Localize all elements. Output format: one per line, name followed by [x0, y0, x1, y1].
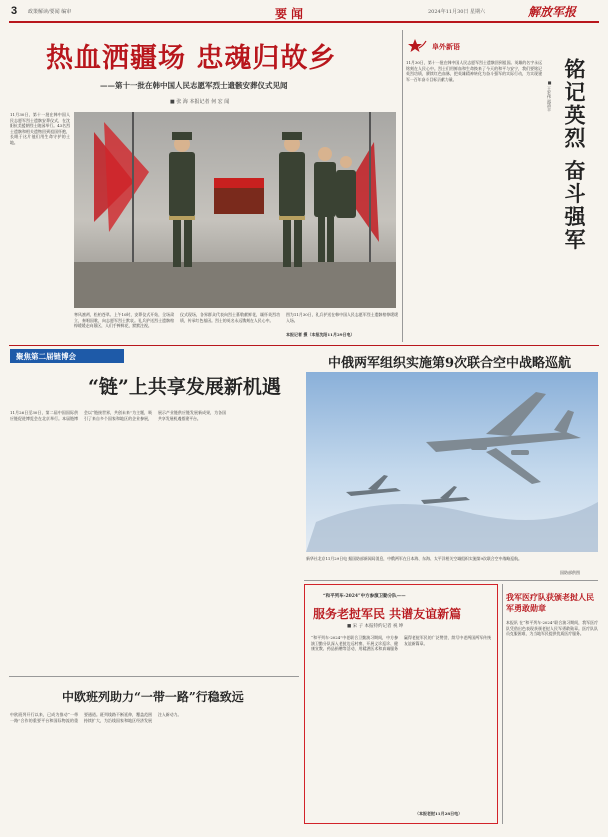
- section-title: 要闻: [275, 7, 308, 21]
- masthead: 解放军报: [528, 5, 577, 19]
- honor-guard-image: [74, 112, 396, 308]
- medical-body: 本报讯 在“和平列车-2024”联合演习期间，我军医疗队凭借出色表现获颁老挝人民军勇敢勋章。医疗队队员克服困难，为当地军民提供优质医疗服务。: [506, 620, 598, 637]
- summit-title: “链”上共享发展新机遇: [88, 376, 281, 398]
- boxed-credit: （本报老挝11月28日电）: [415, 811, 463, 816]
- boxed-kicker: “和平列车-2024”中方参演卫勤分队——: [323, 594, 406, 599]
- lead-body-col1: 11月30日，第十一批在韩中国人民志愿军烈士遗骸安葬仪式，在沈阳抗美援朝烈士陵园举行。43名烈士遗骸和相关遗物回到祖国怀抱，长眠于这片他们用生命守护的土地。: [10, 112, 70, 145]
- summit-banner: 聚焦第二届链博会: [10, 349, 124, 363]
- sidebar-logo: [407, 38, 427, 54]
- lead-photo-caption: 图为11月30日，礼兵护送在韩中国人民志愿军烈士遗骸棺椁缓缓入场。: [286, 312, 398, 323]
- lead-body-col2: 寒风凛冽，松柏苍翠。上午10时，安葬仪式开始，全场肃立，奏唱国歌，向志愿军烈士默哀。礼兵护送烈士遗骸棺椁缓缓走向墓区，人们手捧鲜花，默默注视。: [74, 312, 174, 329]
- lead-body-col3: 仪式现场，各界群众代表向烈士墓敬献鲜花，缅怀英烈功绩，传承红色基因。烈士的英名永远镌刻在人民心中。: [180, 312, 280, 323]
- bomber-aircraft-image: [306, 372, 598, 552]
- railway-body: 中欧班列开行以来，已成为推动“一带一路”合作的重要平台和国际物流的重要通道。班列线路不断延伸，覆盖范围持续扩大，为沿线国家和地区经济发展注入新动力。: [10, 712, 182, 723]
- railway-title: 中欧班列助力“一带一路”行稳致远: [62, 690, 244, 704]
- sidebar-column-title: 铭记英烈 奋斗强军: [562, 58, 587, 252]
- lead-byline: ■ 张 海 本报记者 何 宏 闻: [170, 99, 230, 105]
- page-header: [0, 0, 608, 24]
- lead-credit: 本报记者 摄（本报沈阳11月29日电）: [286, 332, 355, 337]
- patrol-title: 中俄两军组织实施第9次联合空中战略巡航: [328, 356, 572, 371]
- issue-date: 2024年11月30日 星期六: [428, 9, 486, 15]
- sidebar-body: 11月30日，第十一批在韩中国人民志愿军烈士遗骸回到祖国。英雄的名字永远铭刻在人民心中。烈士们用鲜血和生命换来了今天的和平与安宁，我们要铭记英烈功绩，赓续红色血脉，把英雄精神转化为奋斗强军的实际行动，为实现建军一百年奋斗目标贡献力量。: [406, 60, 542, 82]
- boxed-story: [304, 584, 498, 824]
- patrol-caption: 新华社北京11月29日电 据国防部新闻局消息，中俄两军在日本海、东海、太平洋相关空域组织实施第9次联合空中战略巡航。: [306, 556, 522, 561]
- lead-subtitle: ——第十一批在韩中国人民志愿军烈士遗骸安葬仪式见闻: [100, 81, 288, 90]
- lead-photo: [74, 112, 396, 308]
- medical-title: 我军医疗队获颁老挝人民军勇敢勋章: [506, 592, 594, 613]
- boxed-byline: ■ 宋 子 本报特约记者 祝 坤: [347, 624, 404, 629]
- boxed-title: 服务老挝军民 共谱友谊新篇: [313, 607, 462, 621]
- sidebar-column-label: 阜外新语: [432, 42, 460, 51]
- summit-body: 11月26日至30日，第二届中国国际供应链促进博览会在北京举行。本届链博会以“链接世界，共创未来”为主题，吸引了来自多个国家和地区的企业参展，展示产业链供应链发展新成果，为各国共享发展机遇搭建平台。: [10, 410, 226, 421]
- page-number: 3: [11, 5, 18, 17]
- section-label: 政策解读/要闻 编审: [28, 9, 72, 15]
- sidebar-author: ■ 王宏伟 邵清丰: [547, 80, 552, 112]
- boxed-body: “和平列车-2024”中老联合卫勤演习期间，中方参演卫勤分队深入老挝边远村寨，开展义诊巡诊、健康宣教、药品捐赠等活动，用精湛医术和真诚服务赢得老挝军民的广泛赞誉，续写中老两国两军传统友谊新篇章。: [311, 635, 491, 652]
- patrol-credit: 国防部供图: [560, 570, 580, 575]
- lead-title: 热血洒疆场 忠魂归故乡: [46, 43, 337, 74]
- star-icon: [407, 38, 427, 54]
- patrol-photo: [306, 372, 598, 552]
